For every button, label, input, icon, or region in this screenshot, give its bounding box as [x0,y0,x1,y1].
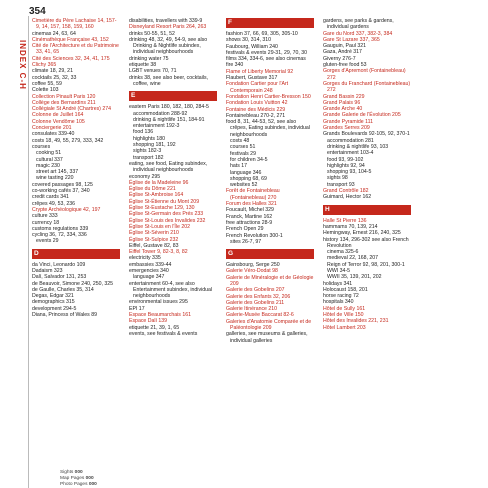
index-entry: consulates 339-40 [32,131,75,138]
index-subentry: drinking & nightlife 151, 184-91 [133,116,205,123]
index-entry: Cimetière du Père Lachaise 14, 157-9, 14, 157, 158, 159, 160 [32,18,117,31]
index-entry: Eiffel Tower 9, 82-3, 8, 82 [129,249,188,256]
page-number: 354 [29,6,46,17]
index-entry: Église St-Germain des Prés 233 [129,211,204,218]
index-subentry: sites 26-7, 97 [230,238,262,245]
index-entry: Cinémathèque Française 43, 152 [32,36,109,43]
index-entry: Gorges d'Apremont (Fontainebleau) 272 [323,68,406,81]
index-entry: Cité des Sciences 32, 34, 41, 175 [32,55,110,62]
index-subentry: wine tasting 220 [36,175,74,182]
section-tab: INDEX C-H [18,40,27,90]
index-entry: Forum des Halles 321 [226,201,277,208]
index-entry: hospitals 340 [323,299,354,306]
index-entry: French Revolution 300-1 [226,232,283,239]
index-entry: electricity 335 [129,255,161,262]
index-entry: cocktails 25, 32, 33 [32,74,77,81]
section-letter-header: H [323,205,411,215]
index-subentry: sights 98 [327,175,348,182]
index-entry: fashion 37, 66, 69, 305, 305-10 [226,31,298,37]
index-entry: Giverny 276-7 [323,55,356,62]
index-entry: Galerie Véro-Dodat 98 [226,268,278,275]
index-entry: Gare St Lazare 337, 365 [323,36,380,43]
index-entry: credit cards 341 [32,194,69,201]
index-entry: Dadaism 323 [32,267,63,274]
index-entry: Église de la Madeleine 96 [129,179,189,186]
index-entry: drinking 48, 32, 49, 54-9, see also Drinking & Nightlife subindex, individual neighbourhoods [129,36,208,56]
section-letter-header: D [32,249,120,259]
index-entry: Colette 103 [32,87,59,94]
index-subentry: cooking 51 [36,150,62,157]
legend-label: Sights [60,470,75,475]
page-legend [60,470,97,487]
index-entry: Église St-Ambroise 164 [129,192,184,199]
index-entry: climate 18, 29, 21 [32,68,73,75]
index-entry: disabilities, travellers with 339-9 [129,18,203,24]
index-entry: Fontaine des Médicis 229 [226,106,286,113]
section-letter-header: G [226,249,314,259]
index-entry: drinking water 75 [129,55,169,62]
index-subentry: accommodation 281 [327,137,374,144]
index-entry: Clichy 365 [32,62,57,69]
index-entry: free attractions 28-9 [226,219,273,226]
index-entry: Grands Boulevards 92-105, 92, 370-1 [323,131,410,138]
index-entry: covered passages 98, 125 [32,181,93,188]
index-entry: Foucault, Michel 329 [226,207,274,214]
index-entry: gardens, see parks & gardens, individual gardens [323,18,394,31]
index-entry: Fondation Cartier pour l'Art Contemporain 248 [226,81,289,94]
index-entry: French Open 29 [226,226,264,233]
index-entry: etiquette 21, 39, 1, 65 [129,324,180,331]
legend-value: 000 [85,475,94,481]
index-entry: EPI 17 [129,305,145,312]
index-entry: Grand Palais 96 [323,99,361,106]
index-entry: Gauguin, Paul 321 [323,43,366,50]
index-entry: Grande Galerie de l'Évolution 205 [323,112,401,119]
index-subentry: accommodation 288-92 [133,110,188,117]
index-entry: Collection Pinault Paris 120 [32,93,96,100]
index-entry: Collégiale St André (Chartres) 274 [32,106,112,113]
index-entry: Galerie de Minéralogie et de Géologie 209 [226,274,314,287]
index-entry: Cité de l'Architecture et du Patrimoine 33, 41, 65 [32,43,119,56]
index-entry: history 134, 296-302 see also French Revolution [323,236,409,249]
index-entry: coffee 55, 59 [32,80,62,87]
index-entry: eating, see food, Eating subindex, individual neighbourhoods [129,160,208,174]
index-entry: Espace Dalí 139 [129,318,168,325]
index-entry: drinks 50-55, 51, 52 [129,30,175,37]
index-entry: Hemingway, Ernest 216, 240, 325 [323,230,401,237]
index-entry: cinemas 24, 63, 64 [32,30,76,37]
index-entry: Galerie Itinérance 210 [226,306,278,313]
index-entry: holidays 341 [323,280,353,287]
index-subentry: sights 182-3 [133,148,162,155]
index-subentry: shopping 181, 192 [133,142,176,149]
index-entry: demographics 315 [32,299,75,306]
index-entry: Église St-Étienne du Mont 209 [129,198,200,205]
index-subentry: highlights 180 [133,135,166,142]
index-subentry: highlights 92, 94 [327,162,365,169]
index-entry: Eiffel, Gustave 82, 83 [129,242,179,249]
index-column-2 [129,18,217,337]
index-entry: eastern Paris 180, 182, 180, 284-5 [129,104,209,111]
index-entry: currency 18 [32,219,60,226]
index-entry: Franck, Martine 162 [226,213,273,220]
index-entry: drinks 38, see also beer, cocktails, coffee, wine [129,74,209,87]
index-entry: Diana, Princess of Wales 89 [32,312,97,319]
index-subentry: hats 17 [230,163,248,170]
index-entry: Hôtel de Sully 161 [323,305,366,312]
index-entry: crêpes 49, 53, 236 [32,200,75,207]
index-entry: de Gaulle, Charles 35, 314 [32,286,94,293]
index-subentry: drinking & nightlife 93, 103 [327,143,389,150]
index-entry: Église du Dôme 221 [129,186,176,193]
index-entry: culture 333 [32,213,58,220]
index-entry: Conciergerie 201 [32,125,72,132]
index-entry: development 294-5 [32,305,77,312]
index-entry: Grand Bassin 229 [323,93,365,100]
index-entry: festivals & events 29-31, 29, 70, 30 [226,49,308,56]
index-entry: horse racing 72 [323,293,359,300]
index-entry: Galerie des Gobelins 211 [226,299,285,306]
margin-rule [28,16,29,488]
index-entry: environmental issues 295 [129,299,188,306]
index-subentry: transport 182 [133,154,164,161]
index-entry: Collège des Bernardins 211 [32,99,96,106]
index-entry: Fondation Louis Vuitton 42 [226,100,288,107]
index-entry: Gaza, André 317 [323,49,362,56]
index-entry: emergencies 340 [129,267,169,274]
index-subentry: WWI 34-5 [327,267,351,274]
index-entry: Grand Contrôle 182 [323,188,369,195]
index-subentry: WWII 35, 139, 201, 202 [327,274,382,281]
index-subentry: shopping 68, 69 [230,175,267,182]
index-entry: Hôtel de Ville 150 [323,312,364,319]
index-entry: Grande Arche 40 [323,106,363,113]
index-entry: Fontainebleau 270-2, 271 [226,112,286,119]
index-entry: customs regulations 339 [32,225,89,232]
legend-label: Photo Pages [60,481,89,487]
index-entry: co-working cafés 37, 340 [32,188,90,195]
index-entry: costs 18, 49, 55, 279, 333, 342 [32,137,104,144]
legend-value: 000 [74,470,83,475]
index-subentry: shopping 93, 104-5 [327,169,372,176]
index-subentry: cinema 325-6 [327,249,359,256]
index-entry: Gainsbourg, Serge 250 [226,262,280,269]
index-entry: Crypte Archéologique 42, 197 [32,206,101,213]
index-entry: galleries, see museums & galleries, individual galleries [226,331,308,344]
index-entry: Galerie des Enfants 32, 206 [226,293,291,300]
index-entry: LGBT venues 70, 71 [129,68,177,75]
index-entry: Disneyland Resort Paris 264, 263 [129,24,207,31]
index-entry: Colonne de Juillet 164 [32,112,84,119]
index-entry: Gare du Nord 337, 382-3, 384 [323,30,393,37]
legend-label: Map Pages [60,475,86,481]
index-subentry: medieval 22, 168, 207 [327,255,379,262]
index-entry: entertainment 60-4, see also Entertainment subindex, individual neighbourhoods [129,280,213,300]
index-entry: Hôtel des Invalides 221, 231 [323,318,389,325]
index-subentry: magic 230 [36,162,60,169]
index-entry: Gorges du Franchard (Fontainebleau) 272 [323,80,411,94]
index-subentry: transport 93 [327,181,355,188]
index-entry: Flame of Liberty Memorial 92 [226,68,294,75]
index-entry: de Beauvoir, Simone 240, 250, 325 [32,280,114,287]
index-entry: Galerie-Musée Baccarat 82-6 [226,312,294,319]
index-subentry: for children 34-5 [230,156,268,163]
index-entry: Église St-Sulpice 232 [129,236,179,243]
index-entry: Église St-Séverin 210 [129,230,179,237]
section-letter-header: E [129,91,217,101]
index-entry: Degas, Edgar 321 [32,293,74,300]
index-entry: Guimard, Hector 162 [323,194,372,201]
index-entry: da Vinci, Leonardo 109 [32,261,86,268]
index-subentry: costs 48 [230,138,250,145]
index-entry: etiquette 38 [129,62,157,69]
index-entry: Flaubert, Gustave 317 [226,75,278,82]
index-subentry: food 136 [133,129,154,136]
index-entry: Hôtel Lambert 203 [323,324,366,331]
section-letter-header: F [226,18,314,28]
index-entry: Holocaust 158, 201 [323,286,368,293]
index-entry: shows 30, 314, 310 [226,37,271,44]
index-entry: gluten-free food 53 [323,62,367,69]
index-subentry: events 29 [36,238,59,245]
index-entry: Grandes Serres 209 [323,125,370,132]
index-subentry: food 93, 99-102 [327,156,364,163]
index-subentry: Reign of Terror 92, 98, 201, 300-1 [327,261,405,268]
index-column-3 [226,18,314,344]
index-entry: Galerie des Gobelins 207 [226,287,285,294]
index-subentry: language 346 [230,169,262,176]
index-subentry: websites 52 [230,182,258,189]
index-entry: Forêt de Fontainebleau (Fontainebleau) 270 [226,188,280,201]
index-entry: cycling 36, 72, 334, 336 [32,232,87,239]
index-entry: hammams 70, 139, 214 [323,223,378,230]
index-entry: courses [32,143,51,150]
index-entry: events, see festivals & events [129,330,198,337]
index-entry: Fondation Henri Cartier-Bresson 150 [226,93,311,100]
index-entry: Grande Pyramide 111 [323,118,373,125]
index-entry: Faubourg, William 240 [226,43,278,50]
index-subentry: cultural 337 [36,156,63,163]
index-subentry: festivals 29 [230,150,256,157]
index-entry: embassies 339-44 [129,261,172,268]
index-subentry: entertainment 103-4 [327,150,374,157]
legend-value: 000 [88,481,97,487]
legend-item [60,482,97,488]
index-entry: Galeries d'Anatomie Comparée et de Paléontologie 209 [226,318,312,332]
index-entry: Halle St Pierre 136 [323,217,367,224]
index-subentry: entertainment 192-3 [133,123,180,130]
index-subentry: language 347 [133,274,165,281]
index-subentry: courses 51 [230,144,256,151]
index-column-4 [323,18,411,331]
index-entry: Dalí, Salvador 131, 253 [32,274,87,281]
index-entry: Église St-Eustache 129, 130 [129,205,195,212]
index-entry: Église St-Louis des Invalides 232 [129,217,206,224]
index-entry: Colonne Vendôme 105 [32,118,85,125]
index-entry: Espace Beaumarchais 161 [129,312,191,319]
index-entry: Église St-Louis en l'Île 202 [129,223,190,230]
index-subentry: street art 145, 337 [36,169,79,176]
index-entry: food 8, 31, 44-53, 52, see also crêpes, Eating subindex, individual neighbourhoods [226,119,310,138]
index-entry: fire 340 [226,62,244,69]
index-entry: economy 295 [129,173,161,180]
index-entry: films 334, 334-6, see also cinemas [226,56,306,63]
index-column-1 [32,18,120,318]
